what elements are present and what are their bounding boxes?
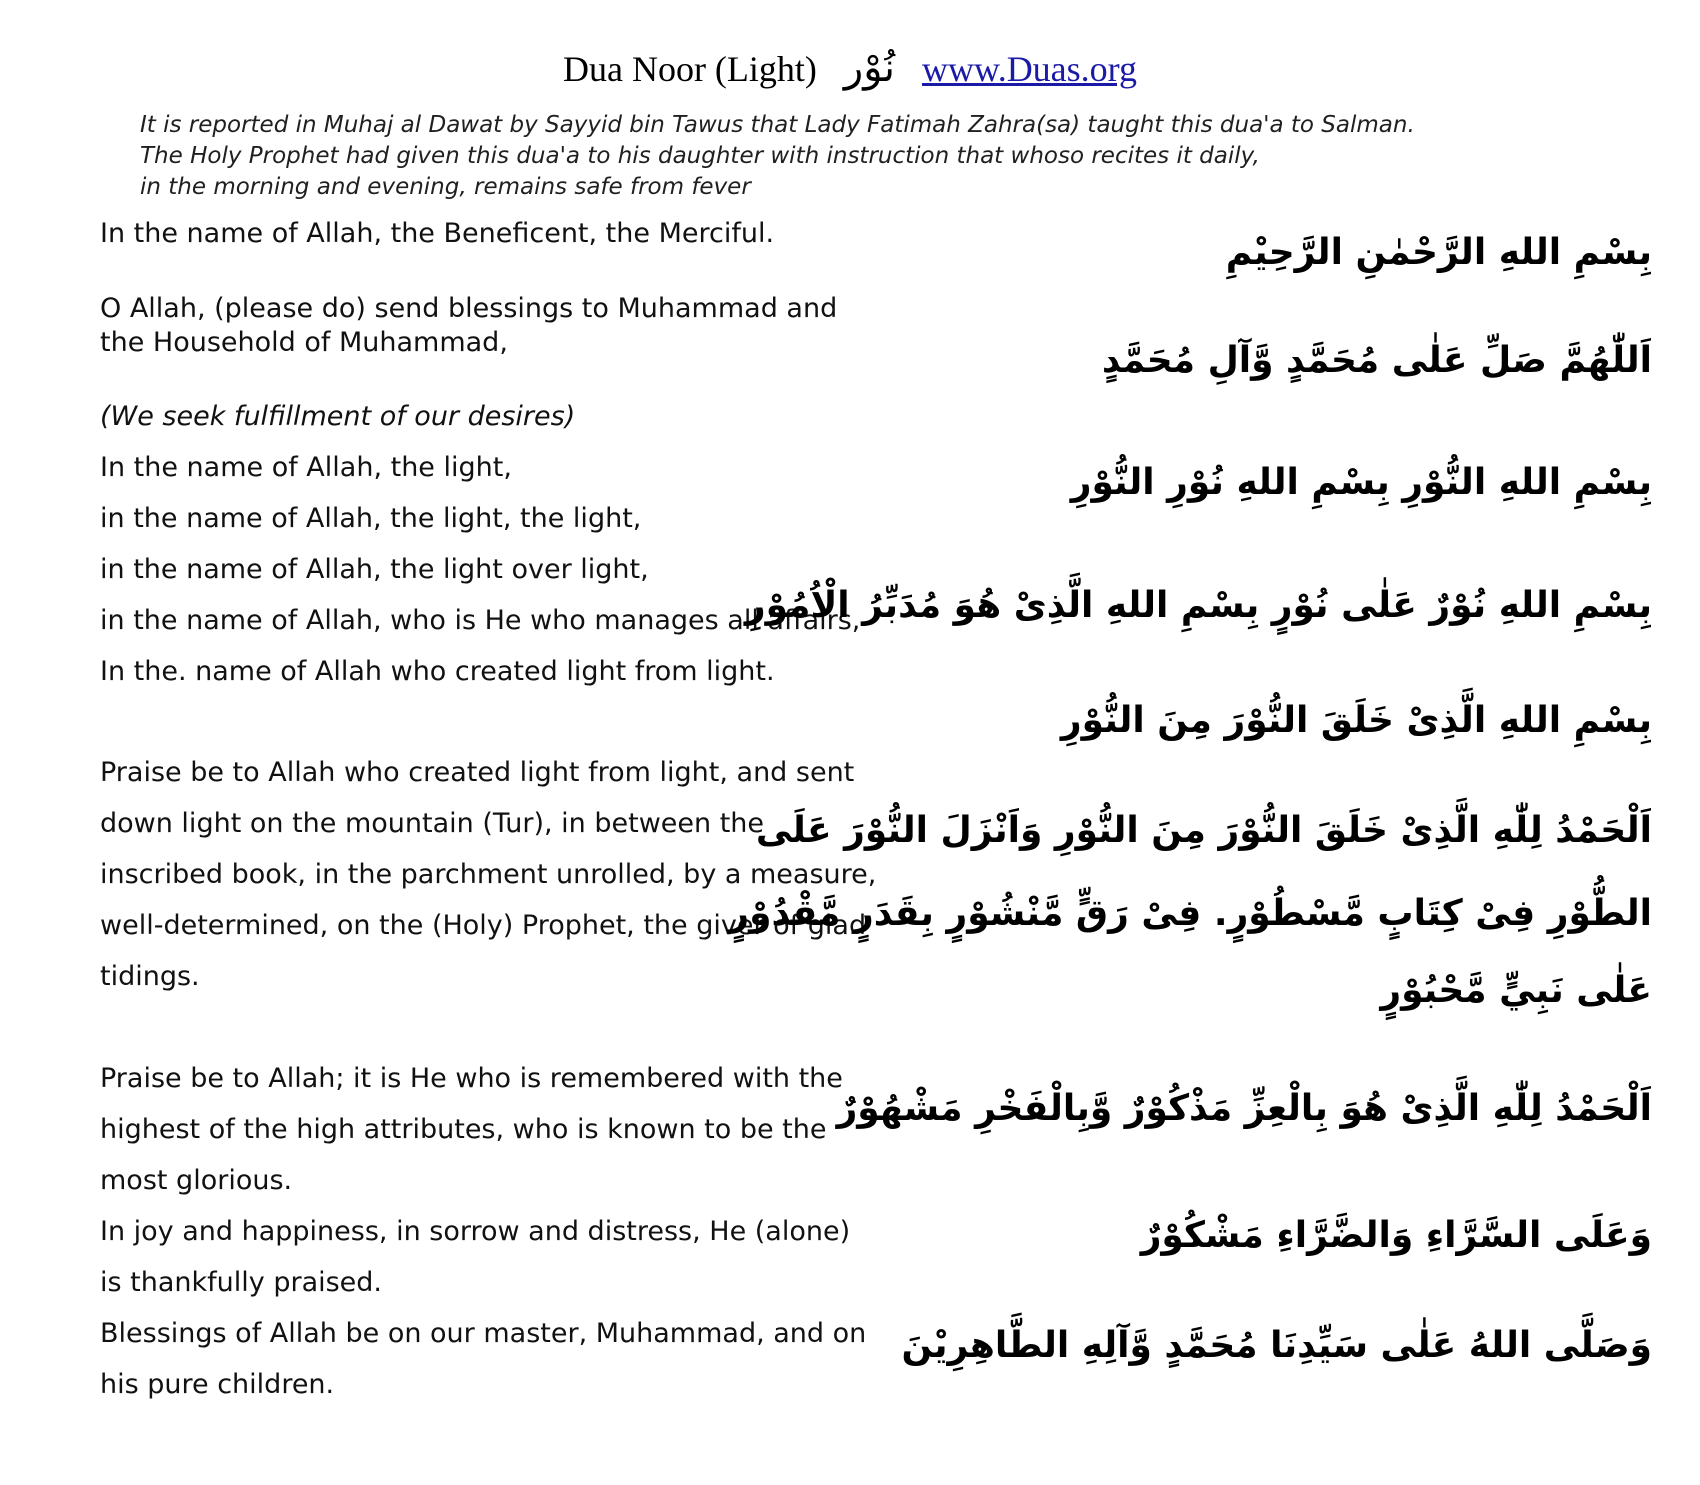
- arabic-line: اَلْحَمْدُ لِلّٰهِ الَّذِىْ خَلَقَ النُّوْرَ مِنَ النُّوْرِ وَاَنْزَلَ النُّوْرَ عَلَى: [755, 810, 1652, 851]
- site-link[interactable]: www.Duas.org: [922, 49, 1138, 89]
- english-line: In the. name of Allah who created light from light.: [100, 656, 775, 687]
- intro-line: in the morning and evening, remains safe from fever: [140, 174, 751, 200]
- english-line: the Household of Muhammad,: [100, 327, 508, 358]
- english-line: Praise be to Allah; it is He who is remembered with the: [100, 1063, 843, 1094]
- english-line: highest of the high attributes, who is known to be the: [100, 1114, 827, 1145]
- page-title: Dua Noor (Light): [562, 49, 817, 89]
- english-line: well-determined, on the (Holy) Prophet, the giver of glad: [100, 910, 867, 941]
- english-line: his pure children.: [100, 1369, 335, 1400]
- english-line: down light on the mountain (Tur), in between the: [100, 808, 765, 839]
- english-line: in the name of Allah, the light, the light,: [100, 503, 642, 534]
- arabic-line: عَلٰى نَبِيٍّ مَّحْبُوْرٍ: [1380, 970, 1652, 1011]
- english-line: inscribed book, in the parchment unrolled, by a measure,: [100, 859, 877, 890]
- english-line: O Allah, (please do) send blessings to Muhammad and: [100, 293, 838, 324]
- intro-line: The Holy Prophet had given this dua'a to his daughter with instruction that whoso recites it daily,: [140, 143, 1260, 169]
- english-line: tidings.: [100, 961, 200, 992]
- english-line: In the name of Allah, the Beneficent, the Merciful.: [100, 218, 775, 249]
- arabic-line: بِسْمِ اللهِ الَّذِىْ خَلَقَ النُّوْرَ مِنَ النُّوْرِ: [1060, 700, 1652, 741]
- arabic-line: وَصَلَّى اللهُ عَلٰى سَيِّدِنَا مُحَمَّدٍ وَّآلِهِ الطَّاهِرِيْنَ: [901, 1325, 1652, 1366]
- english-line: (We seek fulfillment of our desires): [100, 401, 576, 432]
- arabic-line: بِسْمِ اللهِ النُّوْرِ بِسْمِ اللهِ نُوْرِ النُّوْرِ: [1070, 462, 1652, 503]
- english-line: in the name of Allah, the light over light,: [100, 554, 649, 585]
- page-title-row: [0, 44, 1700, 91]
- english-line: In the name of Allah, the light,: [100, 452, 512, 483]
- intro-line: It is reported in Muhaj al Dawat by Sayyid bin Tawus that Lady Fatimah Zahra(sa) taught this dua'a to Salman.: [140, 112, 1415, 138]
- arabic-line: بِسْمِ اللهِ الرَّحْمٰنِ الرَّحِيْمِ: [1225, 232, 1652, 273]
- english-line: In joy and happiness, in sorrow and distress, He (alone): [100, 1216, 851, 1247]
- intro-note: [140, 110, 1660, 203]
- page-title-arabic: نُوْر: [843, 45, 896, 90]
- arabic-line: الطُّوْرِ فِىْ كِتَابٍ مَّسْطُوْرٍ. فِىْ رَقٍّ مَّنْشُوْرٍ بِقَدَرٍ مَّقْدُوْرٍ: [728, 893, 1652, 934]
- english-line: most glorious.: [100, 1165, 293, 1196]
- english-line: in the name of Allah, who is He who manages all affairs,: [100, 605, 861, 636]
- arabic-line: بِسْمِ اللهِ نُوْرٌ عَلٰى نُوْرٍ بِسْمِ اللهِ الَّذِىْ هُوَ مُدَبِّرُ الْاُمُوْرِ: [744, 585, 1652, 626]
- arabic-line: اَلْحَمْدُ لِلّٰهِ الَّذِىْ هُوَ بِالْعِزِّ مَذْكُوْرٌ وَّبِالْفَخْرِ مَشْهُوْرٌ: [836, 1088, 1652, 1129]
- arabic-line: اَللّٰهُمَّ صَلِّ عَلٰى مُحَمَّدٍ وَّآلِ مُحَمَّدٍ: [1101, 340, 1652, 381]
- english-line: is thankfully praised.: [100, 1267, 383, 1298]
- arabic-line: وَعَلَى السَّرَّاءِ وَالضَّرَّاءِ مَشْكُوْرٌ: [1140, 1215, 1652, 1256]
- english-line: Blessings of Allah be on our master, Muhammad, and on: [100, 1318, 867, 1349]
- english-line: Praise be to Allah who created light from light, and sent: [100, 757, 855, 788]
